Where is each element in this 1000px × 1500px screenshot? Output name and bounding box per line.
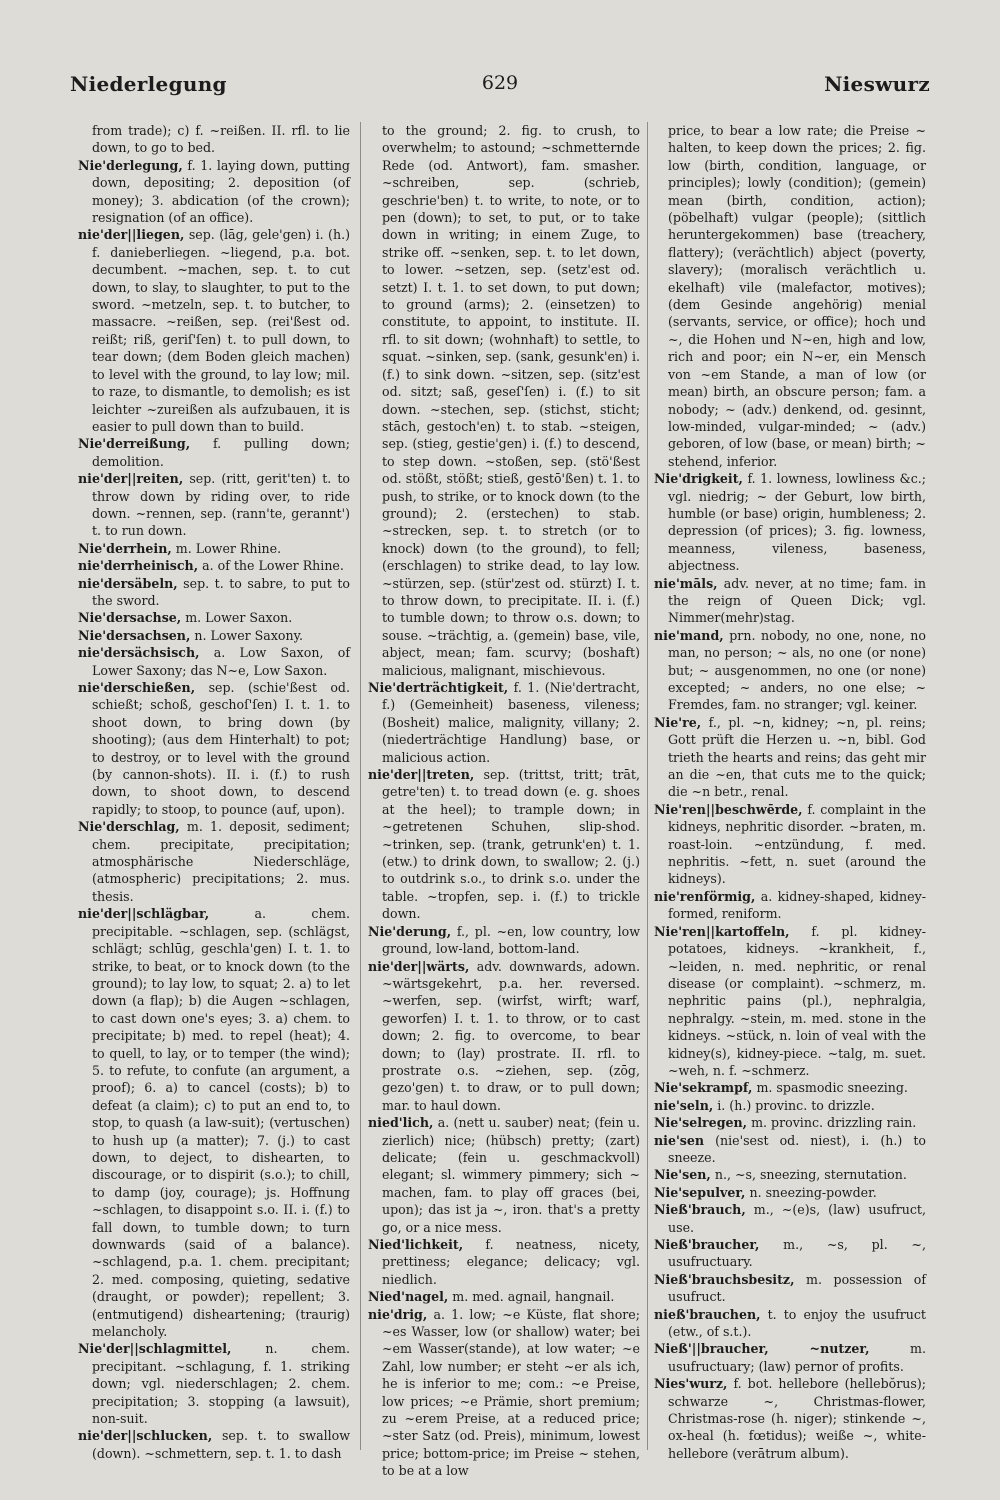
entry-definition: f., pl. ~en, low country, low ground, low-land, bottom-land.: [382, 923, 640, 957]
dictionary-entry: [654, 575, 926, 627]
entry-definition: n., ~s, sneezing, sternutation.: [714, 1167, 907, 1183]
entry-headword: nie'dersäbeln,: [78, 575, 178, 591]
entry-headword: nie'der||liegen,: [78, 227, 185, 243]
entry-definition: (nie'sest od. niest), i. (h.) to sneeze.: [668, 1132, 926, 1165]
entry-headword: Nie'derträchtigkeit,: [368, 680, 509, 695]
dictionary-entry: [368, 1114, 640, 1236]
dictionary-entry: [654, 627, 926, 714]
entry-definition: sep. (lāg, gele'gen) i. (h.) f. danieberliegen. ~liegend, p.a. bot. decumbent. ~machen, sep. t. to cut down, to slay, to slaughter, to put to the sword. ~metzeln, sep. t. to butcher, to massacre. ~reißen, sep. (rei'ßest od. reißt; riß, geriſ'ſen) t. to pull down, to tear down; (dem Boden gleich machen) to level with the ground, to lay low; mil. to raze, to dismantle, to demolish; es ist leichter ~zureißen als aufzubauen, it is easier to pull down than to build.: [92, 227, 350, 434]
dictionary-entry: [78, 122, 350, 157]
entry-definition: n. chem. precipitant. ~schlagung, f. 1. striking down; vgl. niederschlagen; 2. chem. precipitation; 3. stopping (a lawsuit), non-suit.: [92, 1341, 350, 1427]
entry-headword: Nie'derung,: [368, 923, 452, 939]
entry-definition: a. Low Saxon, of Lower Saxony; das N~e, Low Saxon.: [92, 645, 350, 678]
entry-headword: nie'derschießen,: [78, 680, 196, 695]
dictionary-entry: [654, 1079, 926, 1096]
entry-definition: f. pl. kidney-potatoes, kidneys. ~krankheit, f., ~leiden, n. med. nephritic, or renal disease (or complaint). ~schmerz, m. nephritic pains (pl.), nephralgia, nephralgy. ~stein, m. med. stone in the kidneys. ~stück, n. loin of veal with the kidney(s), kidney-piece. ~talg, m. suet. ~weh, n. f. ~schmerz.: [668, 923, 926, 1078]
entry-headword: Nie're,: [654, 714, 702, 730]
dictionary-entry: [78, 627, 350, 644]
entry-definition: adv. never, at no time; fam. in the reign of Queen Dick; vgl. Nimmer(mehr)stag.: [668, 575, 926, 626]
column-1: [78, 122, 350, 1461]
dictionary-entry: [78, 226, 350, 435]
entry-headword: nie'derrheinisch,: [78, 558, 199, 574]
entry-headword: nie'renförmig,: [654, 888, 756, 904]
entry-headword: Nied'lichkeit,: [368, 1237, 464, 1252]
entry-headword: Nie'derschlag,: [78, 819, 180, 835]
entry-definition: f., pl. ~n, kidney; ~n, pl. reins; Gott prüft die Herzen u. ~n, bibl. God trieth the hearts and reins; das geht mir an die ~en, that cuts me to the quick; die ~n betr., renal.: [668, 714, 926, 800]
dictionary-entry: [654, 888, 926, 923]
entry-definition: m., ~s, pl. ~, usufructuary.: [668, 1237, 926, 1270]
entry-definition: a. of the Lower Rhine.: [202, 558, 344, 574]
entry-definition: t. to enjoy the usufruct (etw., of s.t.).: [668, 1306, 926, 1340]
entry-definition: i. (h.) provinc. to drizzle.: [717, 1097, 875, 1113]
entry-headword: nieß'brauchen,: [654, 1306, 761, 1322]
entry-headword: nied'lich,: [368, 1115, 434, 1131]
dictionary-entry: [368, 923, 640, 958]
entry-definition: sep. (schie'ßest od. schießt; schoß, geschoſ'ſen) I. t. 1. to shoot down, to bring down (by shooting); (aus dem Hinterhalt) to pot; to destroy, or to level with the ground (by cannon-shots). II. i. (f.) to rush down, to shoot down, to descend rapidly; to stoop, to pounce (auf, upon).: [92, 680, 350, 817]
entry-definition: f. complaint in the kidneys, nephritic disorder. ~braten, m. roast-loin. ~entzündung, f. med. nephritis. ~fett, n. suet (around the kidneys).: [668, 801, 926, 887]
dictionary-entry: [654, 1375, 926, 1462]
entry-definition: sep. t. to sabre, to put to the sword.: [92, 575, 350, 608]
entry-headword: nie'der||schlucken,: [78, 1428, 213, 1444]
dictionary-entry: [78, 818, 350, 905]
entry-headword: nie'dersächsisch,: [78, 645, 200, 661]
dictionary-entry: [78, 540, 350, 557]
dictionary-entry: [78, 435, 350, 470]
entry-definition: f. 1. laying down, putting down, depositing; 2. deposition (of money); 3. abdication (of the crown); resignation (of an office).: [92, 157, 350, 226]
dictionary-entry: [654, 801, 926, 888]
entry-definition: prn. nobody, no one, none, no man, no person; ~ als, no one (or none) but; ~ ausgenommen, no one (or none) excepted; ~ anders, no one else; ~ Fremdes, fam. no stranger; vgl. keiner.: [668, 627, 926, 713]
dictionary-entry: [654, 1097, 926, 1114]
entry-definition: m. med. agnail, hangnail.: [452, 1289, 615, 1305]
entry-headword: Nie'sen,: [654, 1167, 711, 1183]
dictionary-entry: [78, 609, 350, 626]
entry-headword: Nied'nagel,: [368, 1289, 449, 1305]
dictionary-entry: [368, 122, 640, 679]
entry-headword: Nie'dersachse,: [78, 610, 182, 626]
entry-headword: Nie'sepulver,: [654, 1184, 746, 1200]
dictionary-entry: [654, 1306, 926, 1341]
dictionary-entry: [654, 1201, 926, 1236]
entry-definition: f. pulling down; demolition.: [92, 436, 350, 469]
entry-definition: sep. (ritt, gerit'ten) t. to throw down by riding over, to ride down. ~rennen, sep. (rann'te, gerannt') t. to run down.: [92, 471, 350, 539]
entry-definition: price, to bear a low rate; die Preise ~ halten, to keep down the prices; 2. fig. low (birth, condition, language, or principles); lowly (condition); (gemein) mean (birth, condition, action); (pöbelhaft) vulgar (people); (sittlich heruntergekommen) base (treachery, flattery); (verächtlich) abject (poverty, slavery); (moralisch verächtlich u. ekelhaft) vile (malefactor, motives); (dem Gesinde angehörig) menial (servants, service, or office); hoch und ~, die Hohen und N~en, high and low, rich and poor; ein N~er, ein Mensch von ~em Stande, a man of low (or mean) birth, an obscure person; fam. a nobody; ~ (adv.) denkend, od. gesinnt, low-minded, vulgar-minded; ~ (adv.) geboren, of low (base, or mean) birth; ~ stehend, inferior.: [668, 123, 926, 469]
dictionary-entry: [78, 157, 350, 227]
dictionary-entry: [78, 1340, 350, 1427]
entry-headword: Nie'selregen,: [654, 1115, 748, 1131]
dictionary-entry: [654, 1340, 926, 1375]
column-divider: [647, 122, 648, 1450]
entry-headword: Nie'derreißung,: [78, 436, 191, 452]
dictionary-entry: [654, 122, 926, 470]
column-divider: [360, 122, 361, 1450]
entry-headword: nie'der||reiten,: [78, 471, 184, 487]
entry-headword: Nie'dersachsen,: [78, 627, 191, 643]
running-head-left: Niederlegung: [70, 72, 227, 96]
entry-headword: Nie'ren||beschwērde,: [654, 801, 803, 817]
dictionary-entry: [654, 1236, 926, 1271]
page-header: [70, 72, 930, 106]
dictionary-entry: [78, 557, 350, 574]
entry-definition: adv. downwards, adown. ~wärtsgekehrt, p.a. her. reversed. ~werfen, sep. (wirfst, wirft; warf, geworfen) I. t. 1. to throw, or to cast down; 2. fig. to overcome, to bear down; to (lay) prostrate. II. rfl. to prostrate o.s. ~ziehen, sep. (zōg, gezo'gen) t. to draw, or to pull down; mar. to haul down.: [382, 958, 640, 1113]
entry-headword: nie'der||wärts,: [368, 958, 470, 974]
dictionary-entry: [654, 1271, 926, 1306]
dictionary-entry: [654, 714, 926, 801]
entry-headword: nie'seln,: [654, 1097, 714, 1113]
dictionary-entry: [368, 679, 640, 766]
dictionary-entry: [368, 1306, 640, 1480]
entry-definition: m. spasmodic sneezing.: [756, 1080, 908, 1096]
entry-definition: f. 1. lowness, lowliness &c.; vgl. niedrig; ~ der Geburt, low birth, humble (or base) origin, humbleness; 2. depression (of prices); 3. fig. lowness, meanness, vileness, baseness, abjectness.: [668, 471, 926, 574]
entry-definition: f. 1. (Nie'dertracht, f.) (Gemeinheit) baseness, vileness; (Bosheit) malice, malignity, villany; 2. (niederträchtige Handlung) base, or malicious action.: [382, 680, 640, 765]
dictionary-entry: [78, 575, 350, 610]
entry-headword: Nie'ren||kartoffeln,: [654, 923, 790, 939]
running-head-right: Nieswurz: [824, 72, 930, 96]
dictionary-entry: [368, 1288, 640, 1305]
page-number: 629: [481, 72, 519, 94]
entry-definition: from trade); c) f. ~reißen. II. rfl. to lie down, to go to bed.: [92, 123, 350, 156]
entry-headword: nie'sen: [654, 1132, 705, 1148]
dictionary-entry: [654, 1114, 926, 1131]
entry-headword: nie'mand,: [654, 627, 724, 643]
entry-definition: f. bot. hellebore (hellebŏrus); schwarze ~, Christmas-flower, Christmas-rose (h. niger); stinkende ~, ox-heal (h. fœtidus); weiße ~, white-hellebore (verātrum album).: [668, 1376, 926, 1461]
entry-definition: n. Lower Saxony.: [194, 627, 304, 643]
entry-headword: nie'māls,: [654, 575, 718, 591]
entry-headword: nie'der||schlägbar,: [78, 906, 210, 922]
entry-headword: Nies'wurz,: [654, 1376, 728, 1392]
entry-definition: sep. (trittst, tritt; trāt, getre'ten) t. to tread down (e. g. shoes at the heel); to trample down; in ~getretenen Schuhen, slip-shod. ~trinken, sep. (trank, getrunk'en) t. 1. (etw.) to drink down, to swallow; 2. (j.) to outdrink s.o., to drink s.o. under the table. ~tropfen, sep. i. (f.) to trickle down.: [382, 767, 640, 922]
entry-definition: a. chem. precipitable. ~schlagen, sep. (schlägst, schlägt; schlūg, geschla'gen) I. t. 1. to strike, to beat, or to knock down (to the ground); to lay low, to squat; 2. a) to let down (a flap); b) die Augen ~schlagen, to cast down one's eyes; 3. a) chem. to precipitate; b) med. to repel (heat); 4. to quell, to lay, or to temper (the wind); 5. to refute, to confute (an argument, a proof); 6. a) to cancel (costs); b) to defeat (a claim); c) to put an end to, to stop, to quash (a law-suit); (vertuschen) to hush up (a matter); 7. (j.) to cast down, to deject, to dishearten, to discourage, or to dispirit (s.o.); to chill, to damp (joy, courage); js. Hoffnung ~schlagen, to disappoint s.o. II. i. (f.) to fall down, to tumble down; to turn downwards (said of a balance). ~schlagend, p.a. 1. chem. precipitant; 2. med. composing, quieting, sedative (draught, or powder); repellent; 3. (entmutigend) disheartening; (traurig) melancholy.: [92, 906, 350, 1340]
dictionary-entry: [654, 1132, 926, 1167]
entry-definition: m. provinc. drizzling rain.: [751, 1115, 917, 1131]
entry-headword: Nieß'||braucher, ~nutzer,: [654, 1341, 870, 1357]
entry-headword: Nie'sekrampf,: [654, 1080, 753, 1096]
dictionary-entry: [78, 679, 350, 818]
entry-headword: Nie'drigkeit,: [654, 471, 743, 487]
entry-headword: Nie'der||schlagmittel,: [78, 1341, 232, 1357]
dictionary-entry: [654, 1184, 926, 1201]
dictionary-entry: [78, 1427, 350, 1462]
dictionary-entry: [368, 766, 640, 923]
entry-definition: m., ~(e)s, (law) usufruct, use.: [668, 1202, 926, 1235]
entry-headword: nie'der||treten,: [368, 767, 475, 783]
dictionary-entry: [78, 470, 350, 540]
dictionary-entry: [78, 905, 350, 1340]
dictionary-entry: [654, 923, 926, 1080]
entry-definition: m. 1. deposit, sediment; chem. precipitate, precipitation; atmosphärische Niederschläge, (atmospheric) precipitations; 2. mus. thesis.: [92, 819, 350, 904]
entry-definition: sep. t. to swallow (down). ~schmettern, sep. t. 1. to dash: [92, 1428, 350, 1461]
entry-definition: n. sneezing-powder.: [749, 1184, 877, 1200]
dictionary-entry: [654, 1166, 926, 1183]
entry-definition: a. (nett u. sauber) neat; (fein u. zierlich) nice; (hübsch) pretty; (zart) delicate; (fein u. geschmackvoll) elegant; sl. wimmery pimmery; sich ~ machen, fam. to play off graces (bei, upon); das ist ja ~, iron. that's a pretty go, or a nice mess.: [382, 1115, 640, 1235]
entry-definition: a. kidney-shaped, kidney-formed, reniform.: [668, 888, 926, 922]
dictionary-entry: [368, 1236, 640, 1288]
entry-headword: Nie'derlegung,: [78, 157, 183, 173]
entry-definition: m. Lower Rhine.: [175, 540, 282, 556]
entry-definition: m. Lower Saxon.: [185, 610, 293, 626]
entry-headword: Nieß'brauchsbesitz,: [654, 1271, 795, 1287]
dictionary-entry: [368, 958, 640, 1115]
entry-definition: a. 1. low; ~e Küste, flat shore; ~es Wasser, low (or shallow) water; bei ~em Wasser(stande), at low water; ~e Zahl, low number; er steht ~er als ich, he is inferior to me; com.: ~e Preise, low prices; ~e Prämie, short premium; zu ~erem Preise, at a reduced price; ~ster Satz (od. Preis), minimum, lowest price; bottom-price; im Preise ~ stehen, to be at a low: [382, 1306, 640, 1479]
entry-definition: m. possession of usufruct.: [668, 1271, 926, 1305]
dictionary-entry: [78, 644, 350, 679]
entry-definition: f. neatness, nicety, prettiness; elegance; delicacy; vgl. niedlich.: [382, 1237, 640, 1287]
column-2: [368, 122, 640, 1479]
entry-headword: Nieß'braucher,: [654, 1237, 760, 1252]
column-3: [654, 122, 926, 1461]
entry-headword: nie'drig,: [368, 1306, 428, 1322]
entry-headword: Nie'derrhein,: [78, 540, 172, 556]
entry-definition: to the ground; 2. fig. to crush, to overwhelm; to astound; ~schmetternde Rede (od. Antwort), fam. smasher. ~schreiben, sep. (schrieb, geschrie'ben) t. to write, to note, or to pen (down); to set, to put, or to take down in writing; in einem Zuge, to strike off. ~senken, sep. t. to let down, to lower. ~setzen, sep. (setz'est od. setzt) I. t. 1. to set down, to put down; to ground (arms); 2. (einsetzen) to constitute, to appoint, to institute. II. rfl. to sit down; (wohnhaft) to settle, to squat. ~sinken, sep. (sank, gesunk'en) i. (f.) to sink down. ~sitzen, sep. (sitz'est od. sitzt; saß, geseſ'ſen) i. (f.) to sit down. ~stechen, sep. (stichst, sticht; stāch, gestoch'en) t. to stab. ~steigen, sep. (stieg, gestie'gen) i. (f.) to descend, to step down. ~stoßen, sep. (stö'ßest od. stößt, stößt; stieß, gestō'ßen) t. 1. to push, to strike, or to knock down (to the ground); 2. (erstechen) to stab. ~strecken, sep. t. to stretch (or to knock) down (to the ground), to fell; (erschlagen) to strike dead, to lay low. ~stürzen, sep. (stür'zest od. stürzt) I. t. to throw down, to precipitate. II. i. (f.) to tumble down; to throw o.s. down; to souse. ~trächtig, a. (gemein) base, vile, abject, mean; fam. scurvy; (boshaft) malicious, malignant, mischievous.: [382, 123, 640, 678]
entry-definition: m. usufructuary; (law) pernor of profits.: [668, 1341, 926, 1374]
entry-headword: Nieß'brauch,: [654, 1202, 746, 1218]
dictionary-entry: [654, 470, 926, 574]
